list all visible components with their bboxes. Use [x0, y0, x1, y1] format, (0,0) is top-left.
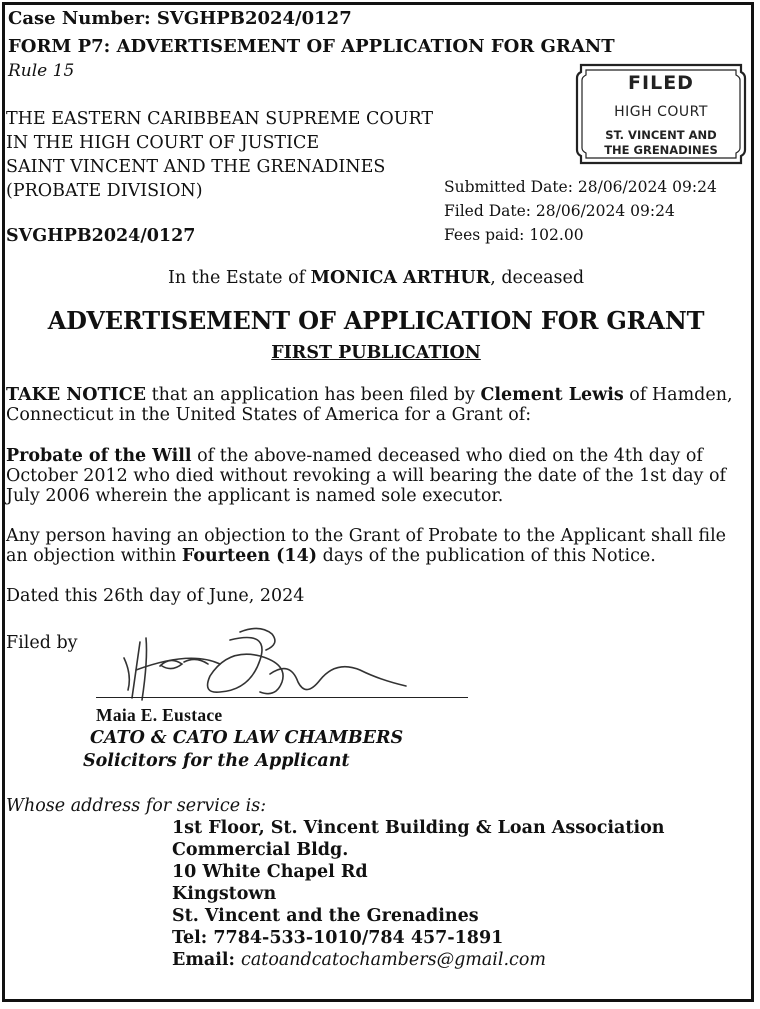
- page-title: ADVERTISEMENT OF APPLICATION FOR GRANT: [47, 306, 705, 335]
- address-tel: Tel: 7784-533-1010/784 457-1891: [172, 928, 504, 948]
- dated-line: Dated this 26th day of June, 2024: [6, 586, 305, 606]
- case-number-line: Case Number: SVGHPB2024/0127: [8, 8, 352, 29]
- court-line-2: IN THE HIGH COURT OF JUSTICE: [6, 133, 320, 153]
- email-address[interactable]: catoandcatochambers@gmail.com: [241, 950, 546, 970]
- signature-line: [96, 697, 468, 698]
- applicant-name: Clement Lewis: [480, 385, 624, 405]
- stamp-place-2: THE GRENADINES: [604, 143, 718, 157]
- email-label: Email:: [172, 950, 242, 970]
- court-line-3: SAINT VINCENT AND THE GRENADINES: [6, 157, 386, 177]
- deceased-name: MONICA ARTHUR: [310, 268, 491, 288]
- notice-text-3a: Any person having an objection to the Grant of Probate to the Applicant shall file an objection within: [6, 526, 727, 566]
- notice-text-2: of the above-named deceased who died on the 4th day of October 2012 who died without revoking a will bearing the date of the 1st day of July 2006 wherein the applicant is named sole executor.: [6, 446, 726, 506]
- solicitor-role: Solicitors for the Applicant: [83, 751, 350, 771]
- notice-text-3b: days of the publication of this Notice.: [317, 546, 656, 566]
- stamp-court: HIGH COURT: [614, 104, 708, 120]
- notice-paragraph-2: [6, 446, 746, 506]
- address-line-1: 1st Floor, St. Vincent Building & Loan Association: [172, 818, 665, 838]
- court-line-4: (PROBATE DIVISION): [6, 181, 203, 201]
- address-line-5: St. Vincent and the Grenadines: [172, 906, 479, 926]
- address-line-2: Commercial Bldg.: [172, 840, 349, 860]
- law-firm: CATO & CATO LAW CHAMBERS: [90, 728, 404, 748]
- court-line-1: THE EASTERN CARIBBEAN SUPREME COURT: [6, 109, 434, 129]
- address-line-3: 10 White Chapel Rd: [172, 862, 368, 882]
- estate-line: [0, 268, 752, 288]
- signatory-name: Maia E. Eustace: [96, 705, 223, 725]
- address-email-line: [172, 950, 546, 970]
- fees-paid: Fees paid: 102.00: [444, 226, 584, 244]
- filed-date: Filed Date: 28/06/2024 09:24: [444, 202, 675, 220]
- take-notice: TAKE NOTICE: [6, 385, 146, 405]
- stamp-filed: FILED: [628, 72, 694, 94]
- estate-suffix: , deceased: [490, 268, 585, 288]
- notice-paragraph-3: [6, 526, 746, 566]
- filed-stamp: [575, 62, 747, 166]
- stamp-place-1: ST. VINCENT AND: [605, 128, 717, 142]
- objection-period: Fourteen (14): [181, 546, 318, 566]
- address-line-4: Kingstown: [172, 884, 277, 904]
- probate-of-will: Probate of the Will: [6, 446, 192, 466]
- notice-text-1a: that an application has been filed by: [146, 385, 481, 405]
- rule-reference: Rule 15: [8, 61, 75, 81]
- publication-subtitle: FIRST PUBLICATION: [271, 343, 481, 363]
- estate-prefix: In the Estate of: [167, 268, 311, 288]
- submitted-date: Submitted Date: 28/06/2024 09:24: [444, 178, 717, 196]
- filed-by-label: Filed by: [6, 633, 78, 653]
- form-title: FORM P7: ADVERTISEMENT OF APPLICATION FOR GRANT: [8, 36, 615, 57]
- case-reference: SVGHPB2024/0127: [6, 226, 196, 246]
- notice-paragraph-1: [6, 385, 746, 425]
- address-intro: Whose address for service is:: [6, 796, 267, 816]
- notice-text-1b: of Hamden, Connecticut in the United States of America for a Grant of:: [6, 385, 733, 425]
